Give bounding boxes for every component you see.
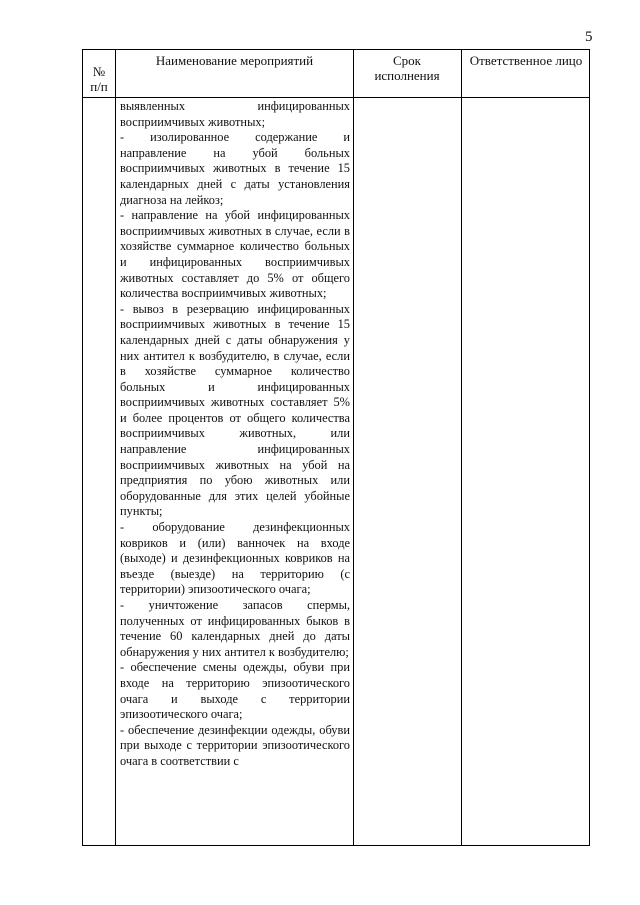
measure-paragraph: - уничтожение запасов спермы, полученных от инфицированных быков в течение 60 календарных дней до даты обнаружения у них антител к возбудителю; <box>120 598 350 659</box>
measures-table <box>82 49 590 846</box>
header-number-sign: № <box>92 64 106 79</box>
header-responsible: Ответственное лицо <box>469 53 583 68</box>
measure-paragraph: - обеспечение смены одежды, обуви при входе на территорию эпизоотического очага и выходе с территории эпизоотического очага; <box>120 660 350 722</box>
measure-paragraph: - вывоз в резервацию инфицированных восприимчивых животных в течение 15 календарных дней с даты обнаружения у них антител к возбудителю, в случае, если в хозяйстве суммарное количество больных и инфицированных восприимчивых животных составляет 5% и более процентов от общего количества восприимчивых животных, или направление инфицированных восприимчивых животных на убой на предприятия по убою животных или оборудованные для этих целей убойные пункты; <box>120 301 350 519</box>
header-name: Наименование мероприятий <box>155 53 314 68</box>
column-divider <box>115 50 116 845</box>
header-number <box>83 64 115 94</box>
header-term-line1: Срок <box>393 53 421 68</box>
header-term <box>353 53 461 83</box>
measure-paragraph: - обеспечение дезинфекции одежды, обуви при выходе с территории эпизоотического очага в соответствии с <box>120 722 350 768</box>
header-divider <box>83 97 589 98</box>
measure-paragraph: выявленных инфицированных восприимчивых животных; <box>120 99 350 129</box>
measure-paragraph: - изолированное содержание и направление на убой больных восприимчивых животных в течение 15 календарных дней с даты установления диагноза на лейкоз; <box>120 130 350 207</box>
header-term-line2: исполнения <box>374 68 440 83</box>
page-number: 5 <box>585 29 593 45</box>
measures-cell <box>120 99 350 770</box>
measure-paragraph: - направление на убой инфицированных восприимчивых животных в случае, если в хозяйстве суммарное количество больных и инфицированных восприимчивых животных составляет до 5% от общего количества восприимчивых животных; <box>120 208 350 301</box>
column-divider <box>461 50 462 845</box>
header-number-pp: п/п <box>90 79 108 94</box>
column-divider <box>353 50 354 845</box>
measure-paragraph: - оборудование дезинфекционных ковриков и (или) ванночек на входе (выходе) и дезинфекционных ковриков на въезде (выезде) на территорию (с территории) эпизоотического очага; <box>120 520 350 597</box>
